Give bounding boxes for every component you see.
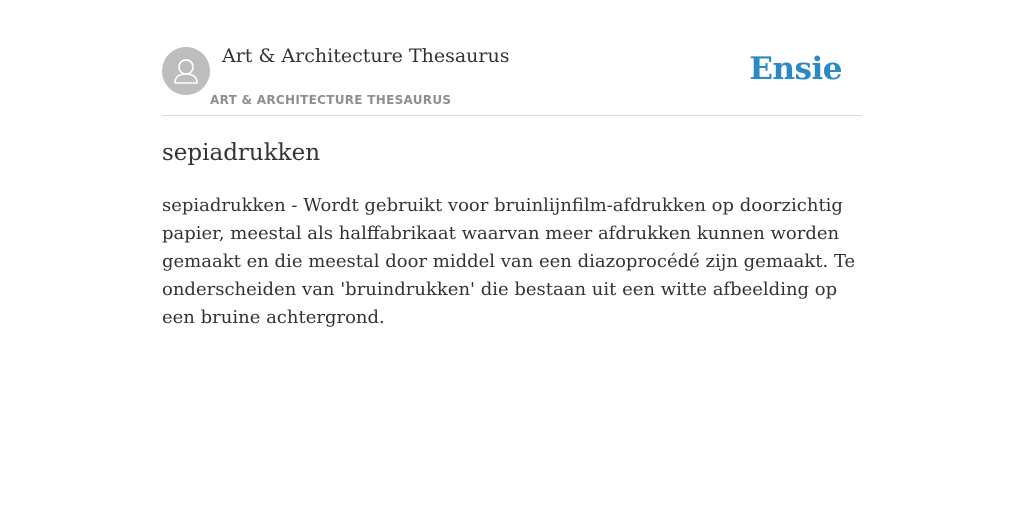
avatar[interactable]	[162, 47, 210, 95]
header	[162, 0, 862, 116]
source-subtitle[interactable]: ART & ARCHITECTURE THESAURUS	[210, 93, 452, 107]
content-container	[162, 0, 862, 328]
entry-definition: sepiadrukken - Wordt gebruikt voor bruinlijnfilm-afdrukken op doorzichtig papier, meestal als halffabrikaat waarvan meer afdrukken kunnen worden gemaakt en die meestal door middel van een diazoprocédé zijn gemaakt. Te onderscheiden van 'bruindrukken' die bestaan uit een witte afbeelding op een bruine achtergrond.	[162, 195, 856, 328]
brand-logo[interactable]: Ensie	[749, 51, 842, 87]
entry-term: sepiadrukken	[162, 140, 321, 166]
source-title[interactable]: Art & Architecture Thesaurus	[222, 45, 510, 67]
user-icon	[162, 47, 210, 95]
